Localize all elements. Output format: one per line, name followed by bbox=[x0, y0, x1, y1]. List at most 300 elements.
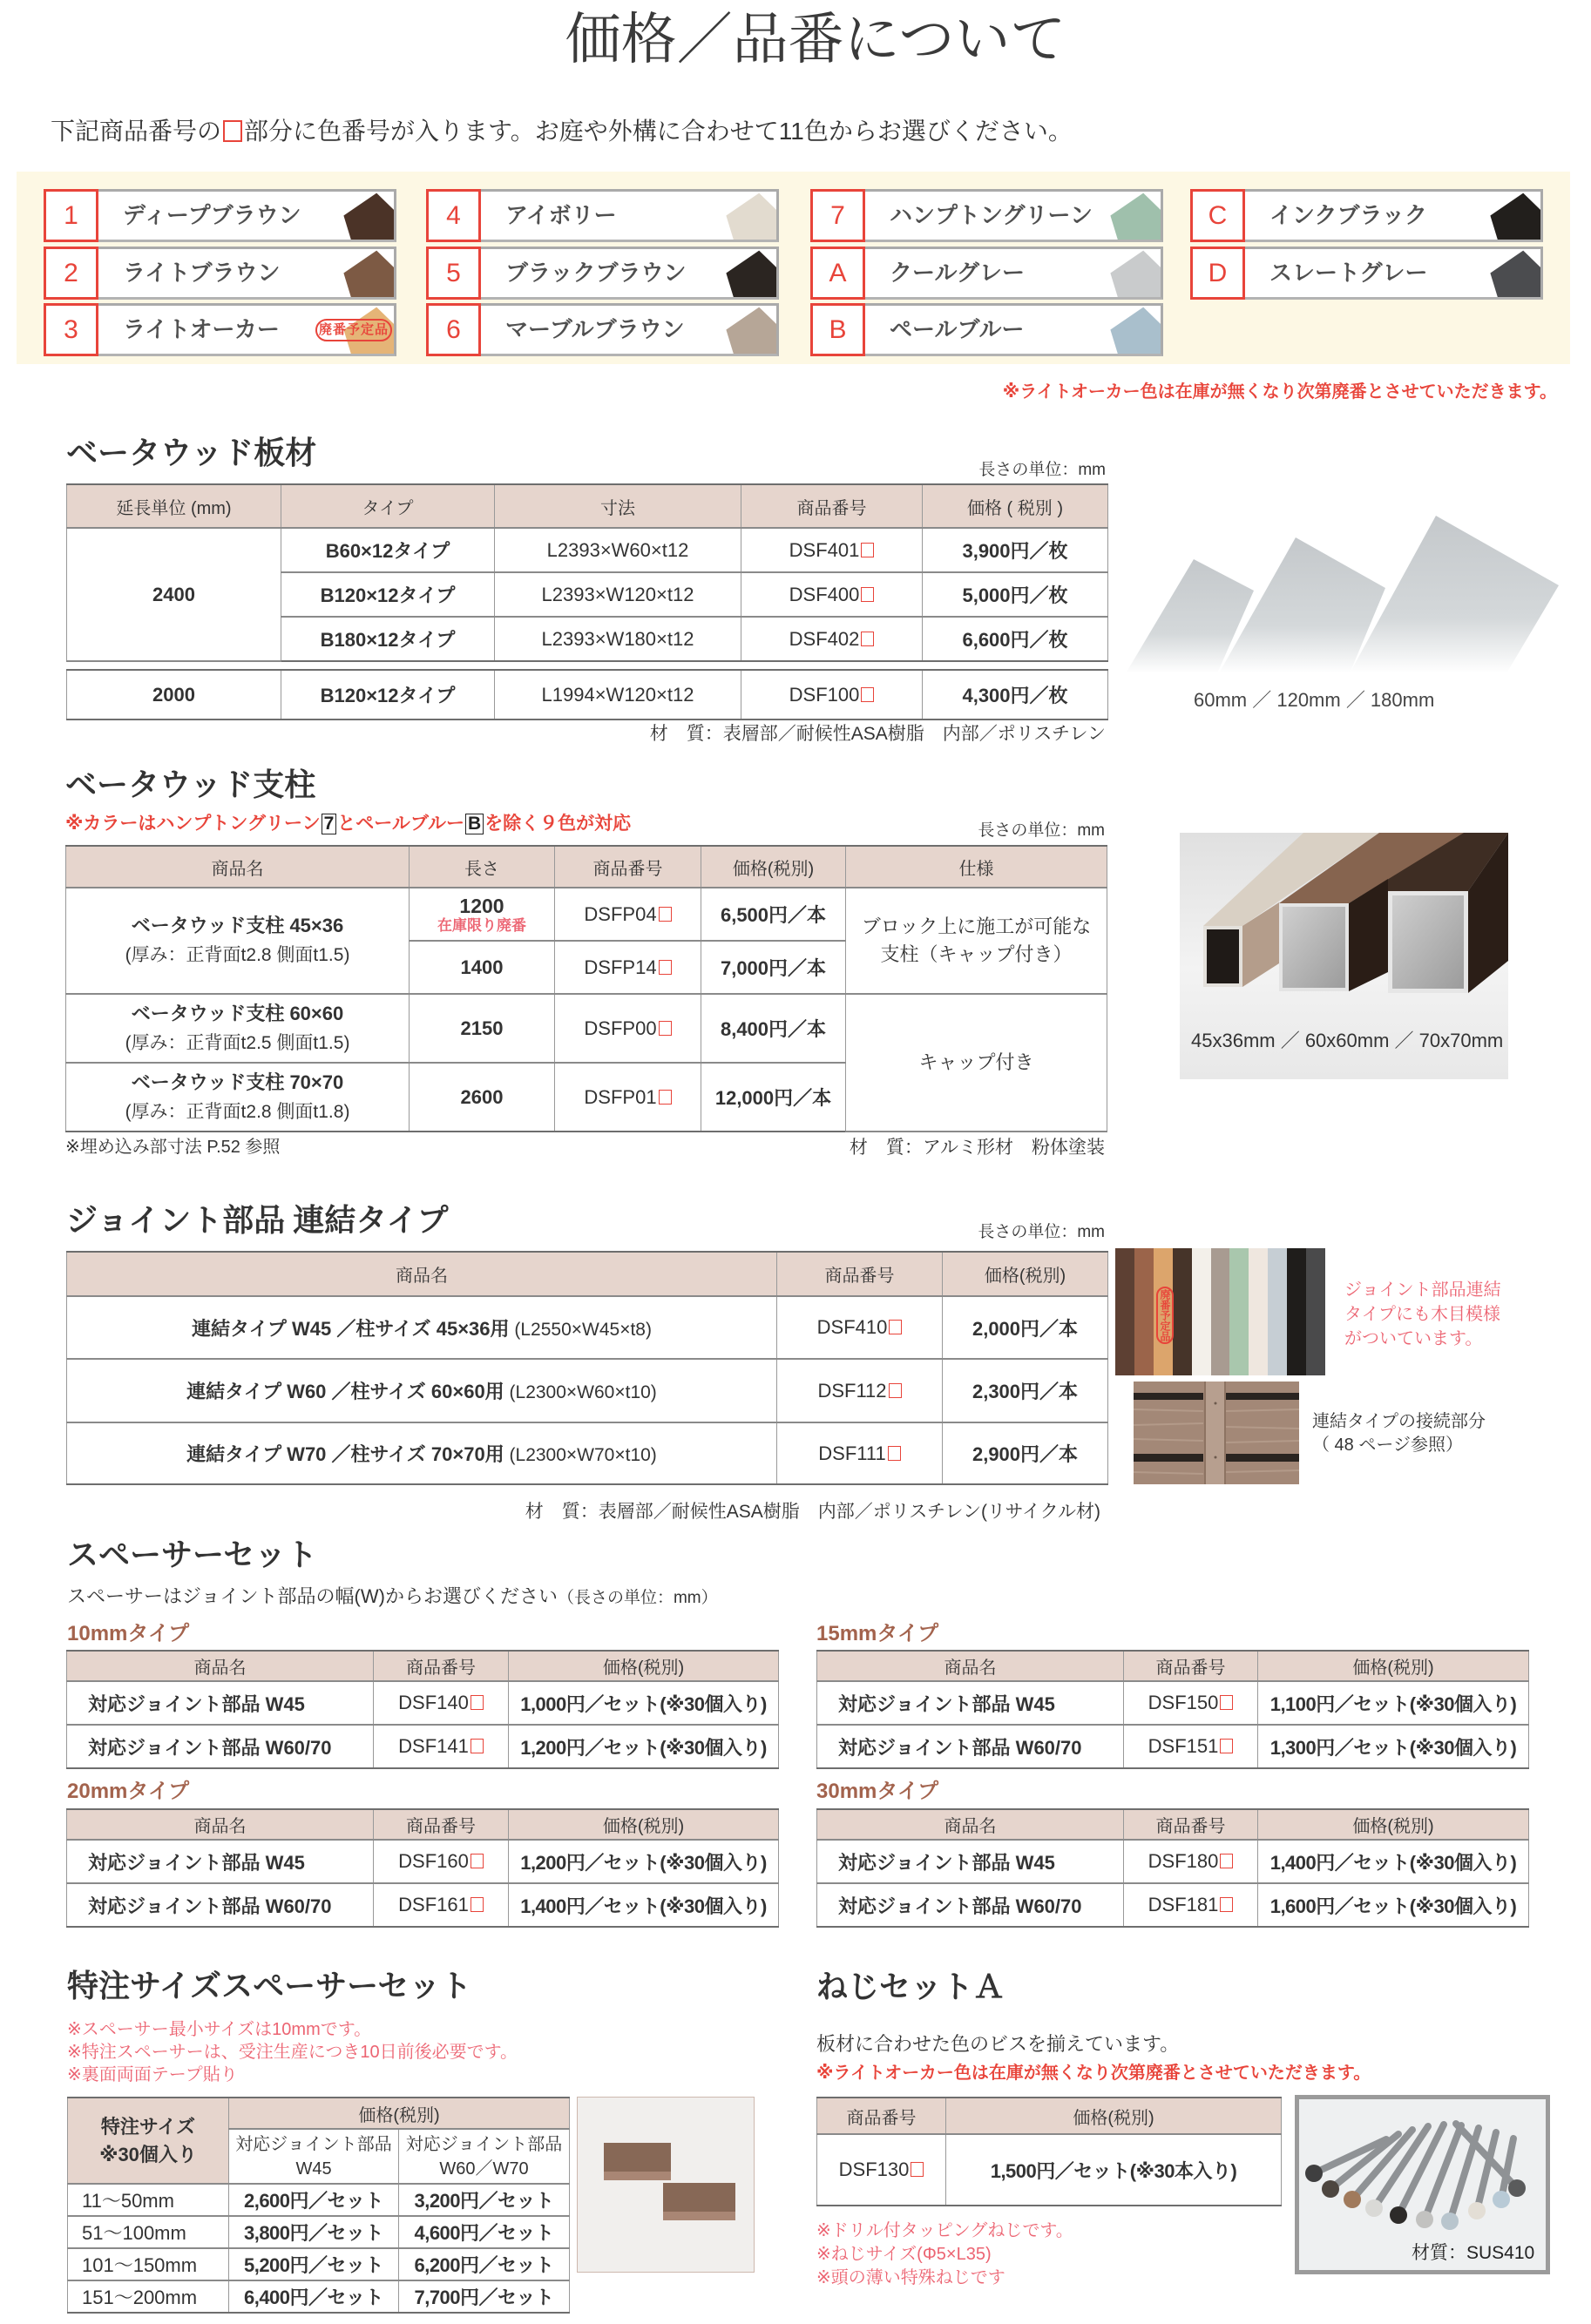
header-line: 対応ジョイント部品 bbox=[405, 2134, 563, 2154]
column-header: 寸法 bbox=[495, 484, 741, 528]
price-cell: 1,400円／セット(※30個入り) bbox=[509, 1883, 779, 1927]
header-line: 特注サイズ bbox=[100, 2115, 196, 2138]
table-row bbox=[68, 2280, 570, 2313]
price-cell: 12,000円／本 bbox=[701, 1063, 846, 1132]
note-line: ※頭の薄い特殊ねじです bbox=[816, 2268, 1005, 2287]
color-option-5 bbox=[426, 247, 779, 300]
size-cell: L2393×W60×t12 bbox=[495, 528, 741, 572]
board-samples-image bbox=[1115, 505, 1568, 679]
note-text: とペールブルー bbox=[337, 814, 465, 834]
price-cell: 1,400円／セット(※30個入り) bbox=[1258, 1840, 1529, 1883]
intro-text bbox=[51, 119, 1073, 144]
table-row bbox=[817, 1840, 1529, 1883]
color-code-placeholder-icon bbox=[471, 1897, 484, 1912]
product-code: DSF112 bbox=[817, 1379, 887, 1402]
price-header: 価格(税別) bbox=[229, 2098, 570, 2129]
color-code-placeholder-icon bbox=[861, 632, 874, 646]
code-cell bbox=[555, 994, 701, 1063]
page-title: 価格／品番について bbox=[565, 9, 1066, 71]
color-swatch-icon bbox=[1108, 192, 1161, 240]
color-swatch-icon bbox=[1108, 249, 1161, 297]
product-code: DSF150 bbox=[1148, 1692, 1219, 1713]
color-code-placeholder-icon bbox=[1220, 1695, 1233, 1710]
wood-joint-illustration-icon bbox=[1134, 1382, 1299, 1484]
color-code-placeholder-icon bbox=[659, 907, 672, 922]
column-header: 価格(税別) bbox=[943, 1252, 1108, 1296]
color-option-3 bbox=[44, 303, 396, 356]
table-row bbox=[67, 670, 1108, 719]
code-cell bbox=[817, 2134, 946, 2206]
spacer-type-label: 30mmタイプ bbox=[816, 1780, 939, 1803]
note-line: ※特注スペーサーは、受注生産につき10日前後必要です。 bbox=[67, 2043, 518, 2062]
product-name: ベータウッド支柱 70×70 bbox=[131, 1071, 344, 1093]
price-cell: 6,600円／枚 bbox=[923, 617, 1108, 661]
size-cell: L1994×W120×t12 bbox=[495, 670, 741, 719]
price-cell: 5,000円／枚 bbox=[923, 572, 1108, 617]
spec-cell bbox=[846, 994, 1107, 1132]
product-name: 連結タイプ W70 ／柱サイズ 70×70用 bbox=[186, 1443, 504, 1465]
stripe-icon bbox=[1268, 1248, 1287, 1375]
size-cell: L2393×W180×t12 bbox=[495, 617, 741, 661]
discontinued-notice: ※ライトオーカー色は在庫が無くなり次第廃番とさせていただきます。 bbox=[1002, 382, 1557, 402]
color-option-1 bbox=[44, 189, 396, 242]
product-name: ベータウッド支柱 60×60 bbox=[131, 1002, 344, 1024]
table-row bbox=[68, 2184, 570, 2216]
spacer-10mm-table bbox=[66, 1650, 779, 1769]
size-cell: 101〜150mm bbox=[68, 2248, 229, 2280]
joint-connection-photo bbox=[1134, 1382, 1299, 1484]
product-code: DSFP00 bbox=[584, 1017, 657, 1039]
color-name: アイボリー bbox=[505, 202, 617, 228]
color-number: D bbox=[1190, 247, 1245, 300]
unit-label: 長さの単位：mm bbox=[978, 1223, 1105, 1241]
color-code-placeholder-icon bbox=[888, 1446, 901, 1461]
stripe-icon bbox=[1249, 1248, 1268, 1375]
column-header: 商品番号 bbox=[555, 846, 701, 888]
section-title-spacer: スペーサーセット bbox=[67, 1537, 318, 1572]
type-cell: B60×12タイプ bbox=[281, 528, 495, 572]
product-code: DSF161 bbox=[398, 1894, 469, 1915]
product-code: DSF181 bbox=[1148, 1894, 1219, 1915]
header-line: W45 bbox=[295, 2158, 332, 2179]
color-swatch-icon bbox=[342, 192, 394, 240]
custom-spacer-notes bbox=[67, 2018, 518, 2086]
intro-text-after: 部分に色番号が入ります。お庭や外構に合わせて11色からお選びください。 bbox=[244, 118, 1073, 145]
table-row bbox=[67, 1422, 1108, 1484]
discontinued-notice: ※ライトオーカー色は在庫が無くなり次第廃番とさせていただきます。 bbox=[816, 2064, 1371, 2083]
price-cell: 6,400円／セット bbox=[229, 2280, 399, 2313]
caption-line: （ 48 ページ参照） bbox=[1312, 1436, 1463, 1455]
table-row bbox=[67, 1681, 779, 1725]
table-row bbox=[66, 888, 1107, 941]
column-header: 仕様 bbox=[846, 846, 1107, 888]
product-name-cell: 対応ジョイント部品 W45 bbox=[817, 1840, 1124, 1883]
product-code: DSFP01 bbox=[584, 1085, 657, 1108]
spacer-20mm-table bbox=[66, 1808, 779, 1928]
header-line: W60／W70 bbox=[439, 2158, 529, 2179]
product-name-cell bbox=[67, 1422, 777, 1484]
board-price-table bbox=[66, 483, 1108, 662]
price-cell: 8,400円／本 bbox=[701, 994, 846, 1063]
price-cell: 1,200円／セット(※30個入り) bbox=[509, 1840, 779, 1883]
discontinued-badge: 廃番予定品 bbox=[315, 319, 392, 341]
section-title-joint: ジョイント部品 連結タイプ bbox=[66, 1203, 449, 1238]
price-cell: 1,200円／セット(※30個入り) bbox=[509, 1725, 779, 1768]
table-row bbox=[817, 2134, 1282, 2206]
product-code: DSF410 bbox=[816, 1316, 888, 1338]
note-text: を除く９色が対応 bbox=[484, 814, 632, 834]
color-swatch-icon bbox=[724, 306, 776, 354]
code-cell bbox=[1124, 1883, 1258, 1927]
color-code-placeholder-icon bbox=[659, 960, 672, 975]
code-cell bbox=[1124, 1840, 1258, 1883]
code-cell bbox=[374, 1840, 509, 1883]
section-title-custom-spacer: 特注サイズスペーサーセット bbox=[67, 1969, 472, 2003]
size-cell: 11〜50mm bbox=[68, 2184, 229, 2216]
product-dims: (L2300×W60×t10) bbox=[504, 1382, 657, 1402]
board-illustration-icon bbox=[1115, 505, 1568, 679]
material-note: 材 質：表層部／耐候性ASA樹脂 内部／ポリスチレン(リサイクル材) bbox=[525, 1502, 1100, 1522]
color-code-placeholder-icon bbox=[659, 1090, 672, 1105]
spec-line: ブロック上に施工が可能な bbox=[861, 915, 1092, 937]
screw-photo bbox=[1295, 2095, 1550, 2274]
type-cell: B120×12タイプ bbox=[281, 572, 495, 617]
table-row bbox=[67, 1840, 779, 1883]
product-code: DSF402 bbox=[789, 627, 860, 650]
size-cell: L2393×W120×t12 bbox=[495, 572, 741, 617]
code-cell bbox=[555, 1063, 701, 1132]
note-line: ※ねじサイズ(Φ5×L35) bbox=[816, 2245, 992, 2264]
product-name: 連結タイプ W45 ／柱サイズ 45×36用 bbox=[192, 1317, 510, 1340]
color-option-b bbox=[810, 303, 1163, 356]
column-header: 商品番号 bbox=[741, 484, 923, 528]
column-header: 商品番号 bbox=[374, 1651, 509, 1681]
price-cell: 4,600円／セット bbox=[399, 2216, 570, 2248]
price-cell: 4,300円／枚 bbox=[923, 670, 1108, 719]
price-cell: 2,300円／本 bbox=[943, 1359, 1108, 1422]
color-name: ライトオーカー bbox=[123, 316, 280, 342]
stripe-icon bbox=[1134, 1248, 1154, 1375]
screw-description: 板材に合わせた色のビスを揃えています。 bbox=[816, 2033, 1180, 2055]
color-code-placeholder-icon bbox=[1220, 1739, 1233, 1753]
table-row bbox=[67, 1883, 779, 1927]
column-header: 商品名 bbox=[67, 1651, 374, 1681]
column-header: 商品番号 bbox=[1124, 1809, 1258, 1840]
column-header: 商品名 bbox=[66, 846, 410, 888]
product-code: DSF130 bbox=[838, 2158, 910, 2180]
spec-line: 支柱（キャップ付き） bbox=[880, 943, 1073, 965]
note-line: ※スペーサー最小サイズは10mmです。 bbox=[67, 2020, 372, 2039]
spacer-type-label: 10mmタイプ bbox=[67, 1622, 190, 1645]
spec-cell bbox=[846, 888, 1107, 994]
caption-line: 連結タイプの接続部分 bbox=[1312, 1412, 1486, 1431]
post-footnote: ※埋め込み部寸法 P.52 参照 bbox=[65, 1138, 281, 1157]
column-header: タイプ bbox=[281, 484, 495, 528]
section-title-screw: ねじセットＡ bbox=[816, 1969, 1005, 2004]
section-title-board: ベータウッド板材 bbox=[66, 436, 317, 470]
product-code: DSF151 bbox=[1148, 1735, 1219, 1757]
color-code-placeholder-icon bbox=[861, 587, 874, 602]
color-number: 2 bbox=[44, 247, 98, 300]
color-number: 3 bbox=[44, 303, 98, 356]
product-code: DSF141 bbox=[398, 1735, 469, 1757]
length-value: 1200 bbox=[459, 894, 504, 917]
color-stripes bbox=[1115, 1248, 1325, 1375]
color-code-placeholder-icon bbox=[911, 2162, 924, 2177]
product-thickness: (厚み：正背面t2.8 側面t1.8) bbox=[125, 1101, 350, 1122]
code-cell bbox=[777, 1422, 943, 1484]
color-number: A bbox=[810, 247, 865, 300]
column-header: 商品名 bbox=[67, 1809, 374, 1840]
product-code: DSF140 bbox=[398, 1692, 469, 1713]
color-option-4 bbox=[426, 189, 779, 242]
price-cell: 3,200円／セット bbox=[399, 2184, 570, 2216]
product-code: DSF180 bbox=[1148, 1850, 1219, 1872]
column-header: 価格 ( 税別 ) bbox=[923, 484, 1108, 528]
product-name-cell: 対応ジョイント部品 W45 bbox=[67, 1840, 374, 1883]
color-swatch-icon bbox=[1488, 249, 1540, 297]
color-code-placeholder-icon bbox=[471, 1695, 484, 1710]
color-option-2 bbox=[44, 247, 396, 300]
spacer-type-label: 15mmタイプ bbox=[816, 1622, 939, 1645]
price-cell: 1,000円／セット(※30個入り) bbox=[509, 1681, 779, 1725]
spacer-type-label: 20mmタイプ bbox=[67, 1780, 190, 1803]
table-row bbox=[817, 1725, 1529, 1768]
color-number: 1 bbox=[44, 189, 98, 242]
stripe-icon bbox=[1115, 1248, 1134, 1375]
code-cell bbox=[741, 617, 923, 661]
product-name-cell bbox=[67, 1359, 777, 1422]
color-name: ペールブルー bbox=[890, 316, 1025, 342]
screw-price-table bbox=[816, 2097, 1282, 2206]
length-cell: 2000 bbox=[67, 670, 281, 719]
table-row bbox=[68, 2216, 570, 2248]
product-name-cell: 対応ジョイント部品 W60/70 bbox=[817, 1883, 1124, 1927]
color-option-7 bbox=[810, 189, 1163, 242]
price-cell: 1,500円／セット(※30本入り) bbox=[946, 2134, 1282, 2206]
table-row bbox=[68, 2248, 570, 2280]
material-note: 材 質：アルミ形材 粉体塗装 bbox=[849, 1138, 1105, 1158]
product-name-cell bbox=[66, 888, 410, 994]
post-image-caption: 45x36mm ／ 60x60mm ／ 70x70mm bbox=[1191, 1030, 1504, 1051]
color-number: 5 bbox=[426, 247, 481, 300]
color-name: クールグレー bbox=[890, 260, 1025, 286]
joint-photo-caption bbox=[1312, 1410, 1486, 1457]
board-price-table-2000 bbox=[66, 669, 1108, 720]
spec-line: キャップ付き bbox=[918, 1051, 1034, 1073]
length-cell: 2600 bbox=[410, 1063, 555, 1132]
spacer-description bbox=[67, 1587, 718, 1606]
product-name-cell: 対応ジョイント部品 W60/70 bbox=[67, 1883, 374, 1927]
column-header: 商品名 bbox=[67, 1252, 777, 1296]
screw-notes bbox=[816, 2219, 1073, 2290]
product-name-cell bbox=[67, 1296, 777, 1359]
color-name: ブラックブラウン bbox=[505, 260, 687, 286]
product-dims: (L2550×W45×t8) bbox=[509, 1319, 652, 1340]
unit-label: 長さの単位：mm bbox=[978, 821, 1105, 840]
price-cell: 1,300円／セット(※30個入り) bbox=[1258, 1725, 1529, 1768]
code-cell bbox=[555, 888, 701, 941]
color-option-c bbox=[1190, 189, 1543, 242]
joint-price-table bbox=[66, 1251, 1108, 1485]
note-text: ※カラーはハンプトングリーン bbox=[65, 814, 321, 834]
type-cell: B120×12タイプ bbox=[281, 670, 495, 719]
stripe-icon bbox=[1306, 1248, 1325, 1375]
stripe-icon bbox=[1211, 1248, 1230, 1375]
post-price-table bbox=[65, 845, 1107, 1132]
stripe-icon bbox=[1192, 1248, 1211, 1375]
section-title-post: ベータウッド支柱 bbox=[65, 767, 316, 802]
size-cell: 51〜100mm bbox=[68, 2216, 229, 2248]
spacer-blocks-illustration-icon bbox=[578, 2098, 754, 2272]
color-swatch-icon bbox=[1108, 306, 1161, 354]
color-number: 4 bbox=[426, 189, 481, 242]
column-header: 価格(税別) bbox=[701, 846, 846, 888]
column-header: 価格(税別) bbox=[1258, 1809, 1529, 1840]
product-name: 連結タイプ W60 ／柱サイズ 60×60用 bbox=[186, 1381, 504, 1402]
code-cell bbox=[777, 1359, 943, 1422]
product-code: DSF100 bbox=[789, 683, 860, 706]
color-option-d bbox=[1190, 247, 1543, 300]
product-name-cell bbox=[66, 994, 410, 1063]
callout-line: がついています。 bbox=[1344, 1329, 1483, 1348]
color-code-placeholder-icon bbox=[223, 120, 242, 142]
callout-line: タイプにも木目模様 bbox=[1344, 1305, 1500, 1324]
price-cell: 7,000円／本 bbox=[701, 941, 846, 994]
color-name: ハンプトングリーン bbox=[890, 202, 1093, 228]
code-cell bbox=[374, 1883, 509, 1927]
type-cell: B180×12タイプ bbox=[281, 617, 495, 661]
code-cell bbox=[374, 1725, 509, 1768]
discontinued-badge: 廃番予定品 bbox=[1156, 1287, 1174, 1344]
size-header bbox=[68, 2098, 229, 2184]
product-name-cell: 対応ジョイント部品 W45 bbox=[817, 1681, 1124, 1725]
price-cell: 7,700円／セット bbox=[399, 2280, 570, 2313]
table-row bbox=[67, 1725, 779, 1768]
code-cell bbox=[741, 670, 923, 719]
code-cell bbox=[777, 1296, 943, 1359]
product-dims: (L2300×W70×t10) bbox=[504, 1445, 657, 1465]
note-line: ※裏面両面テープ貼り bbox=[67, 2065, 238, 2084]
unit-label: （長さの単位：mm） bbox=[557, 1589, 718, 1607]
column-header bbox=[229, 2129, 399, 2184]
color-name: インクブラック bbox=[1269, 202, 1427, 228]
stripe-icon bbox=[1229, 1248, 1249, 1375]
price-cell: 5,200円／セット bbox=[229, 2248, 399, 2280]
color-swatch-icon bbox=[1488, 192, 1540, 240]
color-code-placeholder-icon bbox=[889, 1383, 902, 1398]
length-cell: 2150 bbox=[410, 994, 555, 1063]
column-header: 延長単位 (mm) bbox=[67, 484, 281, 528]
color-code-placeholder-icon bbox=[659, 1021, 672, 1036]
table-row bbox=[67, 528, 1108, 572]
table-row bbox=[66, 994, 1107, 1063]
code-cell bbox=[555, 941, 701, 994]
unit-label: 長さの単位：mm bbox=[978, 461, 1106, 479]
product-code: DSF111 bbox=[818, 1442, 886, 1464]
color-number: B bbox=[810, 303, 865, 356]
product-code: DSFP14 bbox=[584, 956, 657, 978]
product-code: DSF401 bbox=[789, 538, 860, 561]
price-cell: 2,900円／本 bbox=[943, 1422, 1108, 1484]
header-line: 対応ジョイント部品 bbox=[235, 2134, 392, 2154]
intro-text-before: 下記商品番号の bbox=[51, 118, 222, 145]
color-swatch-icon bbox=[342, 249, 394, 297]
joint-callout bbox=[1344, 1278, 1501, 1351]
color-option-6 bbox=[426, 303, 779, 356]
product-code: DSF160 bbox=[398, 1850, 469, 1872]
column-header: 価格(税別) bbox=[946, 2098, 1282, 2134]
note-line: ※ドリル付タッピングねじです。 bbox=[816, 2221, 1073, 2240]
column-header: 商品番号 bbox=[374, 1809, 509, 1840]
table-row bbox=[817, 1883, 1529, 1927]
column-header: 価格(税別) bbox=[509, 1651, 779, 1681]
header-line: ※30個入り bbox=[99, 2143, 197, 2165]
length-cell: 1400 bbox=[410, 941, 555, 994]
color-code-placeholder-icon bbox=[1220, 1854, 1233, 1868]
column-header: 商品番号 bbox=[1124, 1651, 1258, 1681]
code-cell bbox=[374, 1681, 509, 1725]
description-text: スペーサーはジョイント部品の幅(W)からお選びください bbox=[67, 1585, 558, 1607]
color-number: 7 bbox=[810, 189, 865, 242]
post-samples-image bbox=[1180, 833, 1508, 1079]
code-cell bbox=[1124, 1725, 1258, 1768]
price-cell: 2,000円／本 bbox=[943, 1296, 1108, 1359]
spacer-15mm-table bbox=[816, 1650, 1529, 1769]
column-header: 商品名 bbox=[817, 1651, 1124, 1681]
color-number: C bbox=[1190, 189, 1245, 242]
code-cell bbox=[1124, 1681, 1258, 1725]
color-code-badge: 7 bbox=[322, 814, 337, 834]
price-cell: 1,100円／セット(※30個入り) bbox=[1258, 1681, 1529, 1725]
code-cell bbox=[741, 528, 923, 572]
column-header: 商品名 bbox=[817, 1809, 1124, 1840]
product-name-cell: 対応ジョイント部品 W60/70 bbox=[817, 1725, 1124, 1768]
price-cell: 6,500円／本 bbox=[701, 888, 846, 941]
board-image-caption: 60mm ／ 120mm ／ 180mm bbox=[1194, 689, 1435, 711]
product-name: ベータウッド支柱 45×36 bbox=[131, 915, 344, 936]
price-cell: 3,900円／枚 bbox=[923, 528, 1108, 572]
product-thickness: (厚み：正背面t2.5 側面t1.5) bbox=[125, 1032, 350, 1053]
color-name: ライトブラウン bbox=[123, 260, 281, 286]
table-row bbox=[67, 1296, 1108, 1359]
price-cell: 6,200円／セット bbox=[399, 2248, 570, 2280]
color-name: ディープブラウン bbox=[123, 202, 301, 228]
material-note: 材 質：表層部／耐候性ASA樹脂 内部／ポリスチレン bbox=[649, 724, 1106, 744]
spacer-photo bbox=[577, 2097, 755, 2273]
product-code: DSFP04 bbox=[584, 902, 657, 925]
discontinued-label: 在庫限り廃番 bbox=[437, 916, 526, 934]
table-row bbox=[817, 1681, 1529, 1725]
column-header bbox=[399, 2129, 570, 2184]
column-header: 商品番号 bbox=[777, 1252, 943, 1296]
column-header: 長さ bbox=[410, 846, 555, 888]
table-row bbox=[67, 1359, 1108, 1422]
product-name-cell bbox=[66, 1063, 410, 1132]
color-code-badge: B bbox=[465, 814, 484, 834]
callout-line: ジョイント部品連結 bbox=[1344, 1280, 1501, 1300]
product-name-cell: 対応ジョイント部品 W45 bbox=[67, 1681, 374, 1725]
price-cell: 3,800円／セット bbox=[229, 2216, 399, 2248]
color-name: スレートグレー bbox=[1269, 260, 1428, 286]
price-cell: 1,600円／セット(※30個入り) bbox=[1258, 1883, 1529, 1927]
color-code-placeholder-icon bbox=[861, 687, 874, 702]
color-code-placeholder-icon bbox=[889, 1320, 902, 1334]
spacer-30mm-table bbox=[816, 1808, 1529, 1928]
column-header: 商品番号 bbox=[817, 2098, 946, 2134]
color-name: マーブルブラウン bbox=[505, 316, 685, 342]
length-cell: 2400 bbox=[67, 528, 281, 661]
